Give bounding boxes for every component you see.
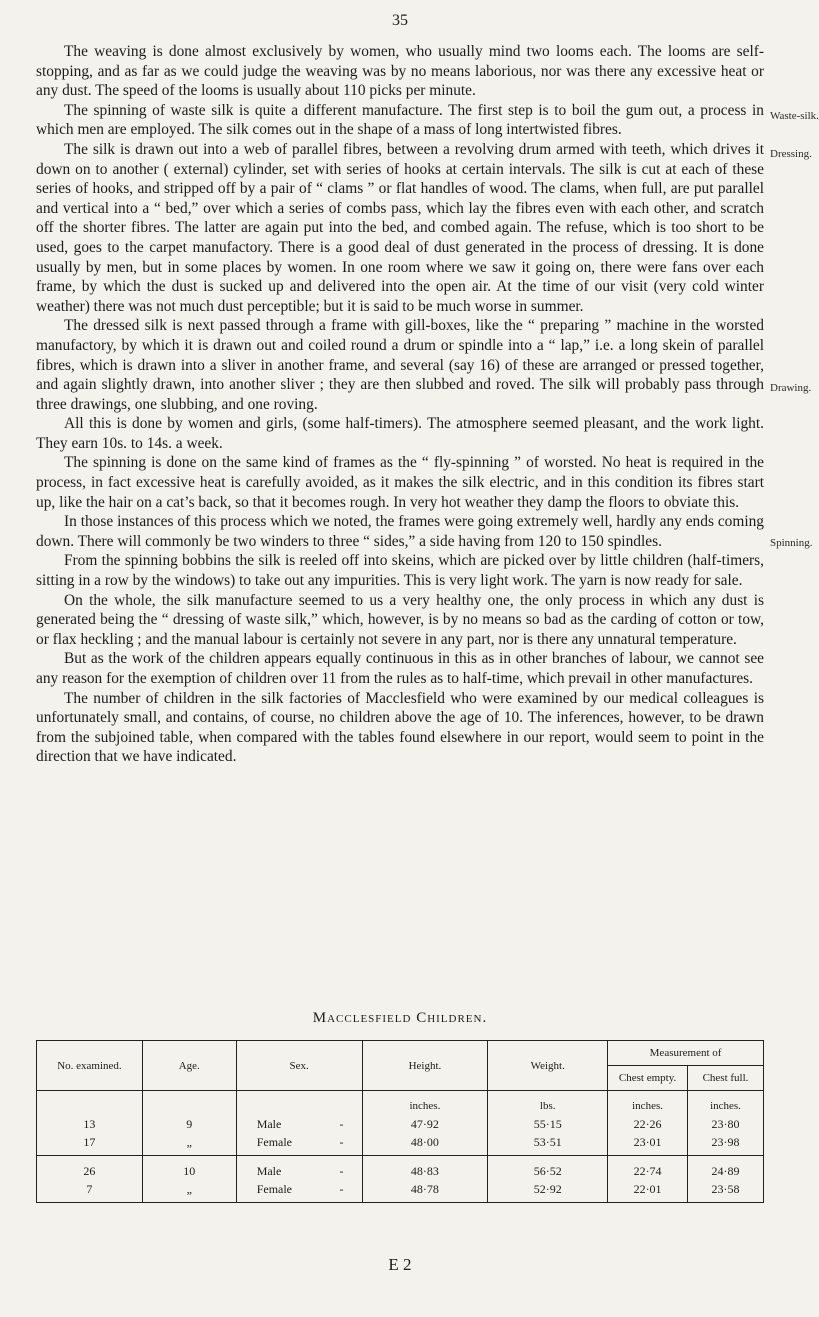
paragraph-drawing: The dressed silk is next passed through a frame with gill-boxes, like the “ preparing ” machine in the worsted manufactory, by which it is drawn out and coiled round a drum or spindle into a “ lap,” i.e. a long skein of parallel fibres, which is drawn into a sliver in another frame, and several (say 16) of these are arranged or pressed together, and again slightly drawn, into another sliver ; they are then slubbed and roved. The silk will probably pass through three drawings, one slubbing, and one roving. [36,317,764,413]
cell-age: 9 [142,1115,236,1133]
margin-note-drawing: Drawing. [770,382,812,394]
unit-weight: lbs. [488,1091,608,1116]
paragraph-healthy: On the whole, the silk manufacture seemed to us a very healthy one, the only process in which any dust is generated being the “ dressing of waste silk,” which, however, is by no means so bad as the carding of cotton or tow, or flax heckling ; and the manual labour is certainly not severe in any part, nor is there any unnatural temperature. [36,591,764,648]
cell-chest-full: 23·58 [688,1180,764,1203]
paragraph-exemption: But as the work of the children appears equally continuous in this as in other branches of labour, we cannot see any reason for the exemption of children over 11 from the rules as to half-time, which prevail in other manufactures. [36,650,764,687]
cell-height: 47·92 [362,1115,488,1133]
cell-no: 26 [37,1156,143,1181]
cell-height: 48·83 [362,1156,488,1181]
header-weight: Weight. [488,1041,608,1091]
cell-chest-empty: 22·01 [608,1180,688,1203]
paragraph-women-girls: All this is done by women and girls, (some half-timers). The atmosphere seemed pleasant, and the work light. They earn 10s. to 14s. a week. [36,415,764,452]
cell-chest-full: 23·98 [688,1133,764,1156]
cell-sex [236,1133,362,1156]
cell-chest-full: 23·80 [688,1115,764,1133]
cell-age: „ [142,1180,236,1203]
unit-height: inches. [362,1091,488,1116]
sex-dash: - [339,1163,344,1178]
header-age: Age. [142,1041,236,1091]
macclesfield-children-table [36,1040,764,1203]
header-height: Height. [362,1041,488,1091]
paragraph-waste-silk: The spinning of waste silk is quite a different manufacture. The first step is to boil the gum out, a process in which men are employed. The silk comes out in the shape of a mass of long intertwisted fibres. [36,101,764,139]
header-sex: Sex. [236,1041,362,1091]
sex-dash: - [339,1134,344,1149]
margin-note-spinning: Spinning. [770,537,813,549]
cell-weight: 56·52 [488,1156,608,1181]
cell-weight: 55·15 [488,1115,608,1133]
cell-chest-empty: 22·26 [608,1115,688,1133]
cell-height: 48·78 [362,1180,488,1203]
paragraph-dressing: The silk is drawn out into a web of parallel fibres, between a revolving drum armed with teeth, which drives it down on to another ( external) cylinder, set with series of hooks at certain intervals. The silk is cut at each of these series of hooks, and stripped off by a pair of “ clams ” or flat handles of wood. The clams, when full, are put parallel and vertical into a “ bed,” over which a series of combs pass, which lay the fibres even with each other, and scratch off the shorter fibres. The latter are again put into the bed, and combed again. The refuse, which is too short to be used, goes to the carpet manufactory. There is a good deal of dust generated in the process of dressing. It is done usually by men, but in some places by women. In one room where we saw it going on, there were fans over each frame, by which the dust is sucked up and delivered into the open air. At the time of our visit (very cold winter weather) there was not much dust perceptible; but it is said to be much worse in summer. [36,140,764,315]
paragraph-weaving: The weaving is done almost exclusively by women, who usually mind two looms each. The looms are self-stopping, and as far as we could judge the weaving was by no means laborious, nor was there any excessive heat or any dust. The speed of the looms is usually about 110 picks per minute. [36,43,764,100]
cell-chest-full: 24·89 [688,1156,764,1181]
sex-label: Male [256,1163,282,1178]
paragraph-frames: In those instances of this process which we noted, the frames were going extremely well, hardly any ends coming down. There will commonly be two winders to three “ sides,” a side having from 120 to 150 spindles. [36,513,764,550]
cell-height: 48·00 [362,1133,488,1156]
cell-sex [236,1115,362,1133]
table-row [37,1115,764,1133]
cell-weight: 52·92 [488,1180,608,1203]
margin-note-waste-silk: Waste-silk. [770,110,819,122]
sex-label: Female [256,1181,293,1196]
cell-no: 13 [37,1115,143,1133]
cell-no: 17 [37,1133,143,1156]
page-number: 35 [392,12,408,29]
table-row [37,1133,764,1156]
unit-chest-empty: inches. [608,1091,688,1116]
units-row [37,1091,764,1116]
header-measurement: Measurement of [608,1041,764,1066]
sex-dash: - [339,1116,344,1131]
table-title: Macclesfield Children. [312,1010,488,1026]
cell-weight: 53·51 [488,1133,608,1156]
cell-age: „ [142,1133,236,1156]
unit-chest-full: inches. [688,1091,764,1116]
cell-no: 7 [37,1180,143,1203]
signature-mark: E 2 [388,1255,412,1274]
sex-label: Female [256,1134,293,1149]
header-chest-empty: Chest empty. [608,1066,688,1091]
cell-chest-empty: 23·01 [608,1133,688,1156]
paragraph-reeling: From the spinning bobbins the silk is reeled off into skeins, which are picked over by little children (half-timers, sitting in a row by the windows) to take out any impurities. This is very light work. The yarn is now ready for sale. [36,552,764,590]
body-text [36,42,764,767]
sex-label: Male [256,1116,282,1131]
cell-sex [236,1180,362,1203]
cell-sex [236,1156,362,1181]
cell-chest-empty: 22·74 [608,1156,688,1181]
margin-note-dressing: Dressing. [770,148,812,160]
header-chest-full: Chest full. [688,1066,764,1091]
sex-dash: - [339,1181,344,1196]
paragraph-children-number: The number of children in the silk factories of Macclesfield who were examined by our medical colleagues is unfortunately small, and contains, of course, no children above the age of 10. The inferences, however, to be drawn from the subjoined table, when compared with the tables found elsewhere in our report, would seem to point in the direction that we have indicated. [36,689,764,766]
table-row [37,1180,764,1203]
paragraph-spinning: The spinning is done on the same kind of frames as the “ fly-spinning ” of worsted. No heat is required in the process, in fact excessive heat is carefully avoided, as it makes the silk electric, and in this condition its fibres start up, like the hair on a cat’s back, so that it becomes rough. In very hot weather they damp the floors to obviate this. [36,454,764,511]
cell-age: 10 [142,1156,236,1181]
table-row [37,1156,764,1181]
header-no-examined: No. examined. [37,1041,143,1091]
